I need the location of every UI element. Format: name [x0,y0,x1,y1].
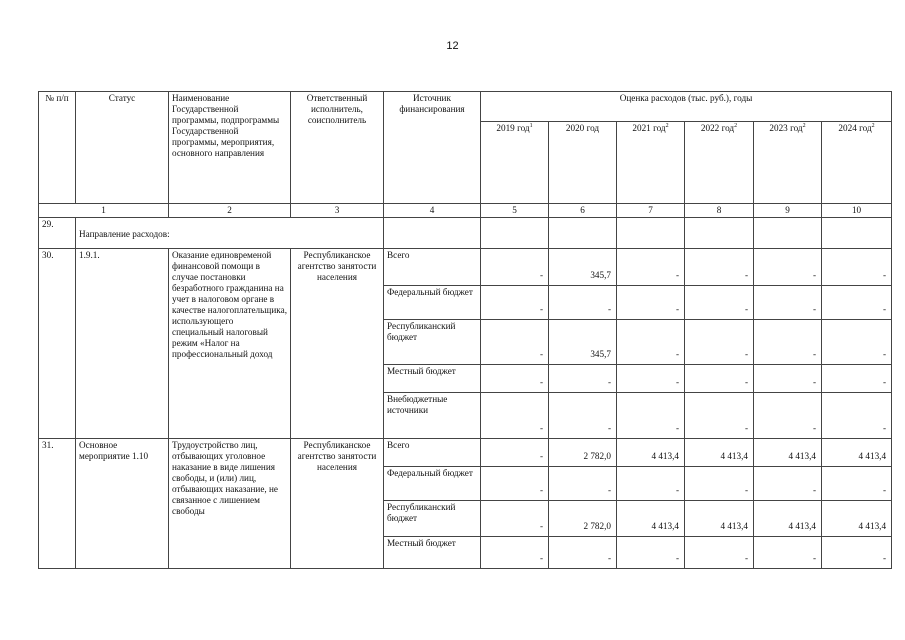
value-cell: 2 782,0 [549,501,617,537]
value-cell: 2 782,0 [549,439,617,467]
header-year-2 [617,122,685,204]
header-name: Наименование Государственной программы, подпрограммы Государственной программы, мероприятия, основного направления [169,92,291,204]
year-label: 2020 год [565,123,600,133]
header-year-3 [685,122,754,204]
value-cell: - [481,393,549,439]
value-cell: - [822,365,892,393]
value-cell: - [685,393,754,439]
table-row [39,439,892,467]
row-number: 31. [39,439,76,569]
funding-source: Всего [384,249,481,286]
year-label: 2023 год [769,123,803,133]
row-number: 29. [39,218,76,249]
value-cell: - [685,537,754,569]
value-cell: 4 413,4 [822,439,892,467]
section-title: Направление расходов: [76,218,384,249]
row-status: 1.9.1. [76,249,169,439]
empty-cell [822,218,892,249]
value-cell: - [754,393,822,439]
header-costs: Оценка расходов (тыс. руб.), годы [481,92,892,122]
value-cell: 4 413,4 [754,439,822,467]
year-footnote: 2 [665,122,669,129]
column-number: 6 [549,204,617,218]
value-cell: - [549,365,617,393]
column-number: 2 [169,204,291,218]
value-cell: - [549,537,617,569]
value-cell: - [481,320,549,365]
value-cell: - [617,249,685,286]
value-cell: 4 413,4 [617,501,685,537]
year-label: 2021 год [632,123,666,133]
value-cell: - [617,467,685,501]
value-cell: - [754,537,822,569]
header-num: № п/п [39,92,76,204]
value-cell: - [754,286,822,320]
value-cell: - [481,365,549,393]
value-cell: - [822,320,892,365]
value-cell: 4 413,4 [754,501,822,537]
funding-source: Внебюджетные источники [384,393,481,439]
page-number: 12 [446,40,459,52]
value-cell: - [754,320,822,365]
column-number: 9 [754,204,822,218]
value-cell: - [481,537,549,569]
year-label: 2019 год [496,123,530,133]
table-row [39,249,892,286]
value-cell: - [822,393,892,439]
header-year-0 [481,122,549,204]
value-cell: - [617,537,685,569]
empty-cell [685,218,754,249]
value-cell: - [617,365,685,393]
header-source: Источник финансирования [384,92,481,204]
empty-cell [617,218,685,249]
header-year-1 [549,122,617,204]
year-label: 2024 год [838,123,872,133]
value-cell: - [822,249,892,286]
value-cell: - [754,365,822,393]
value-cell: - [685,320,754,365]
value-cell: - [685,365,754,393]
funding-source: Местный бюджет [384,365,481,393]
value-cell: - [685,467,754,501]
header-year-5 [822,122,892,204]
value-cell: 4 413,4 [617,439,685,467]
row-executor: Республиканское агентство занятости населения [291,249,384,439]
year-footnote: 2 [734,122,738,129]
header-status: Статус [76,92,169,204]
value-cell: 4 413,4 [822,501,892,537]
value-cell: - [754,249,822,286]
year-label: 2022 год [700,123,735,133]
funding-source: Федеральный бюджет [384,286,481,320]
value-cell: - [822,286,892,320]
funding-source: Республиканский бюджет [384,320,481,365]
column-number: 4 [384,204,481,218]
funding-source: Всего [384,439,481,467]
row-status: Основное мероприятие 1.10 [76,439,169,569]
value-cell: - [481,501,549,537]
value-cell: - [481,467,549,501]
value-cell: - [617,393,685,439]
funding-source: Федеральный бюджет [384,467,481,501]
empty-cell [384,218,481,249]
column-number: 3 [291,204,384,218]
value-cell: - [617,320,685,365]
year-footnote: 2 [871,122,875,129]
value-cell: - [822,537,892,569]
value-cell: 4 413,4 [685,501,754,537]
row-number: 30. [39,249,76,439]
value-cell: - [685,286,754,320]
value-cell: - [481,286,549,320]
expenditure-table [38,91,892,569]
year-footnote: 2 [802,122,806,129]
value-cell: - [481,439,549,467]
empty-cell [754,218,822,249]
funding-source: Местный бюджет [384,537,481,569]
column-number: 7 [617,204,685,218]
value-cell: 345,7 [549,249,617,286]
row-name: Трудоустройство лиц, отбывающих уголовное наказание в виде лишения свободы, и (или) лиц, отбывающих наказание, не связанное с лишением свободы [169,439,291,569]
row-name: Оказание единовременой финансовой помощи в случае постановки безработного гражданина на учет в налоговом органе в качестве налогоплательщика, использующего специальный налоговый режим «Налог на профессиональный доход [169,249,291,439]
value-cell: - [685,249,754,286]
value-cell: - [549,467,617,501]
value-cell: - [617,286,685,320]
value-cell: - [754,467,822,501]
column-number: 5 [481,204,549,218]
column-number: 1 [39,204,169,218]
year-footnote: 1 [529,122,533,129]
value-cell: 345,7 [549,320,617,365]
header-executor: Ответственный исполнитель, соисполнитель [291,92,384,204]
column-number: 10 [822,204,892,218]
value-cell: - [822,467,892,501]
funding-source: Республиканский бюджет [384,501,481,537]
empty-cell [481,218,549,249]
value-cell: - [481,249,549,286]
row-executor: Республиканское агентство занятости населения [291,439,384,569]
value-cell: 4 413,4 [685,439,754,467]
value-cell: - [549,393,617,439]
column-number: 8 [685,204,754,218]
header-year-4 [754,122,822,204]
value-cell: - [549,286,617,320]
empty-cell [549,218,617,249]
